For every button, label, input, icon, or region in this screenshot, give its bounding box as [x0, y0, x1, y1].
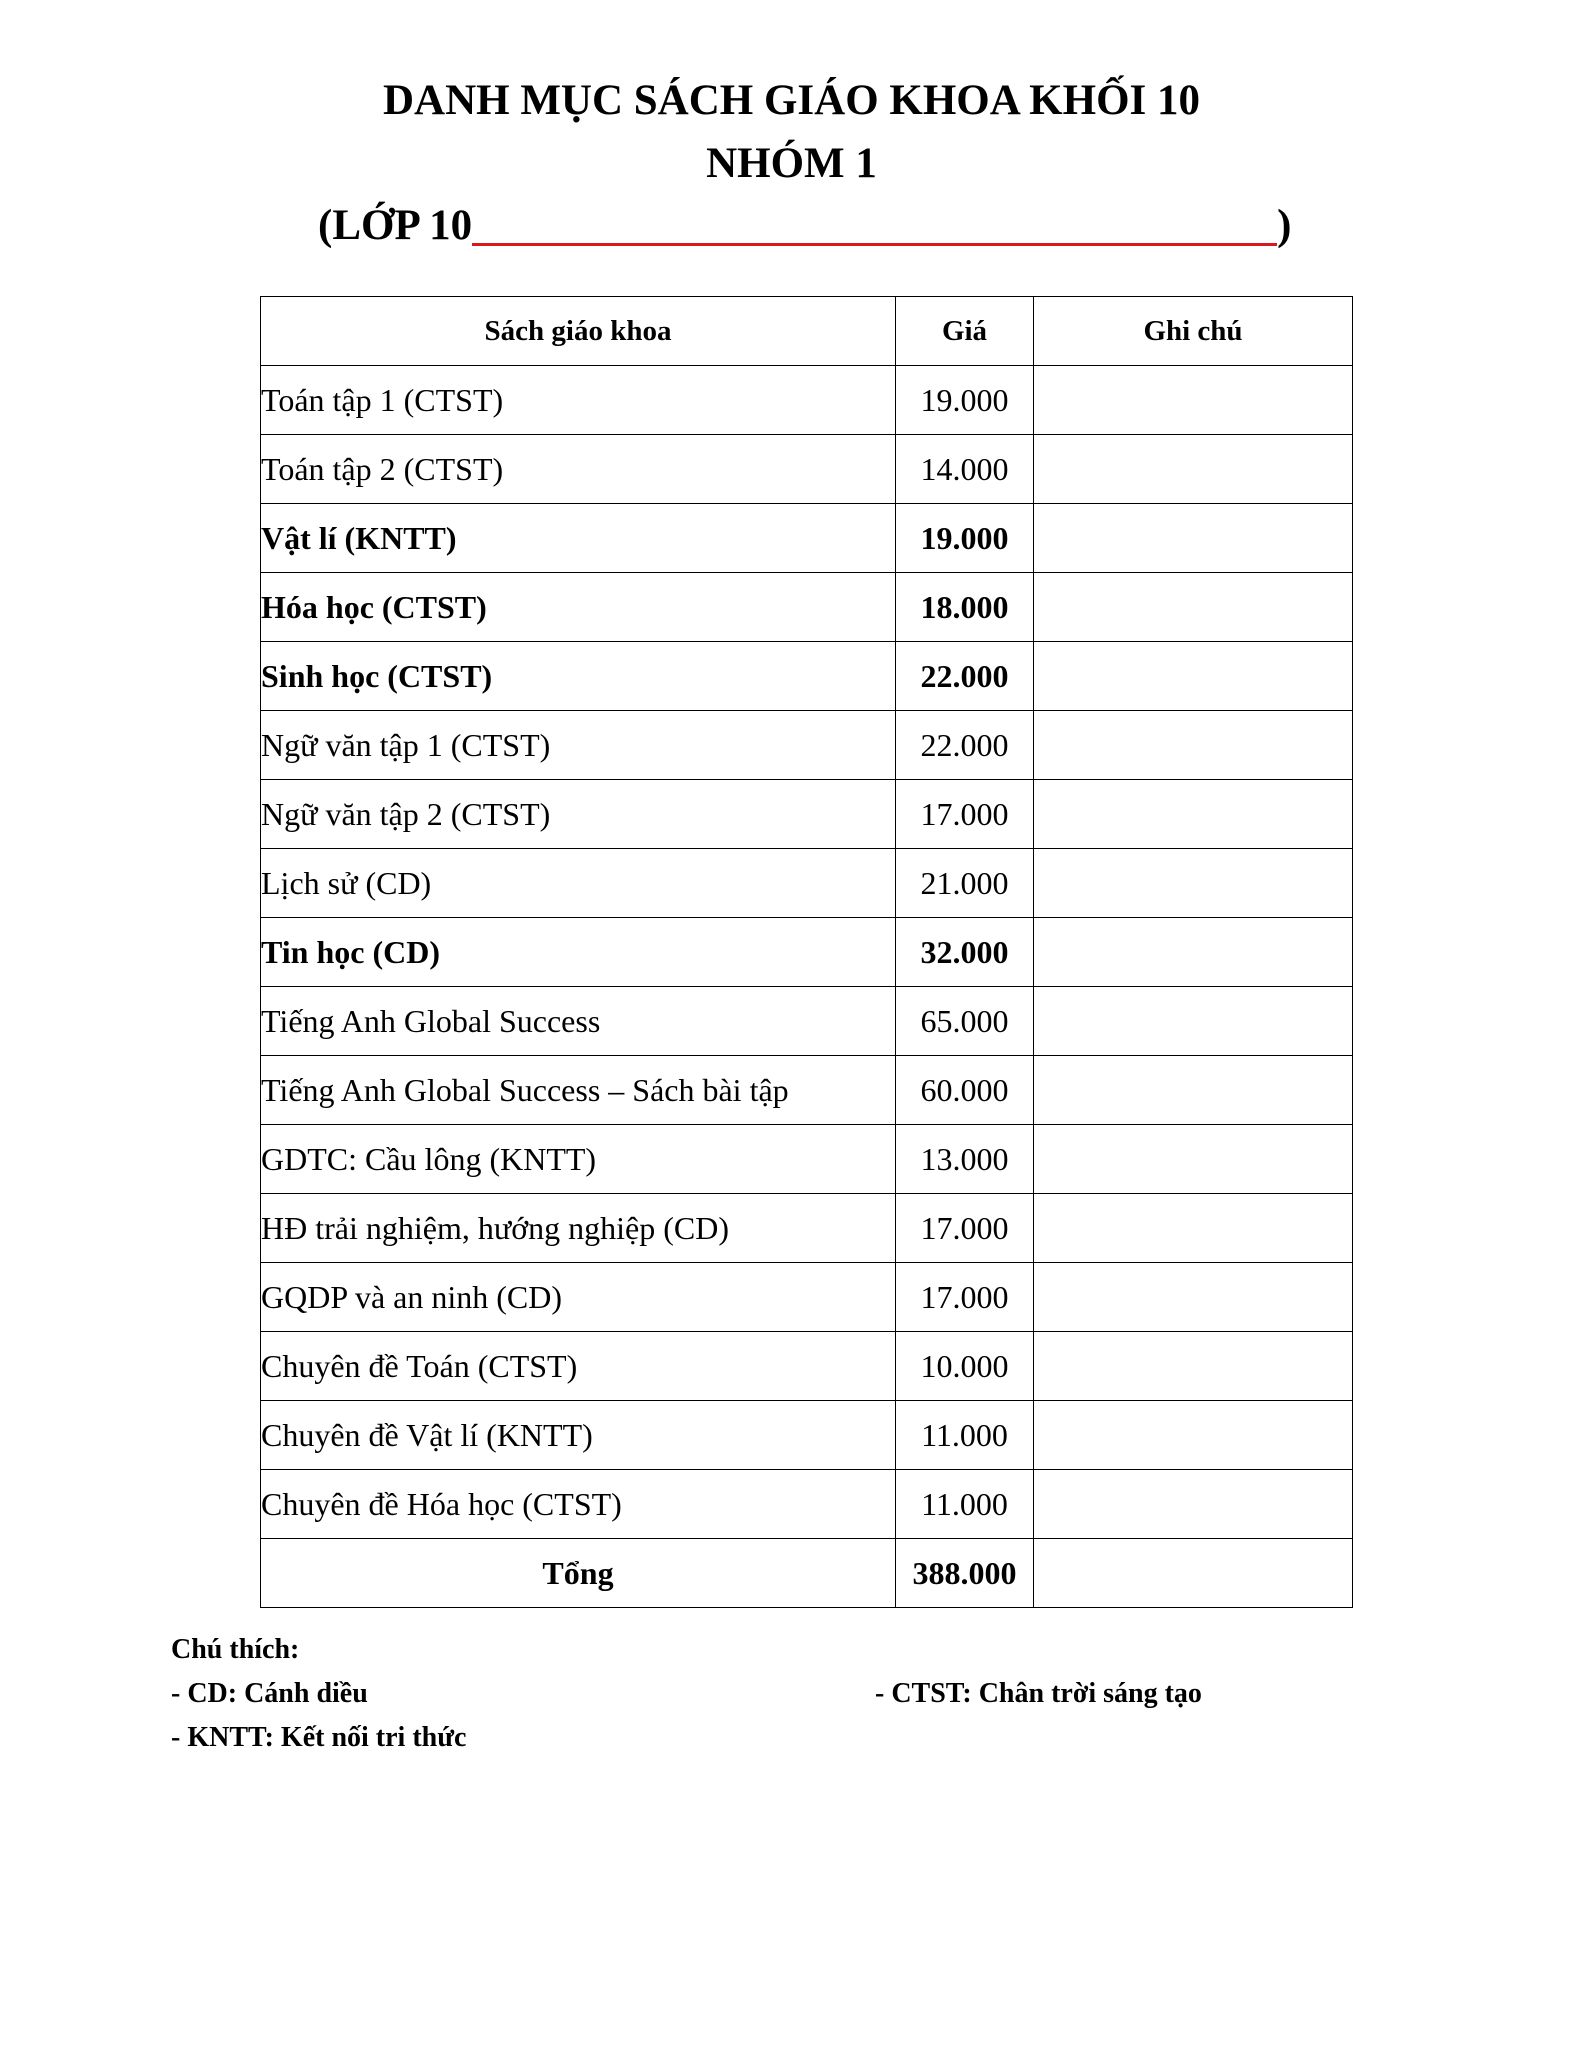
table-row [261, 1332, 1353, 1401]
total-note-cell [1034, 1539, 1353, 1608]
legend-kntt: - KNTT: Kết nối tri thức [171, 1722, 467, 1753]
price-cell: 22.000 [896, 711, 1034, 780]
table-row [261, 573, 1353, 642]
book-name-cell: HĐ trải nghiệm, hướng nghiệp (CD) [261, 1194, 896, 1263]
legend-ctst: - CTST: Chân trời sáng tạo [875, 1678, 1202, 1709]
legend-cd: - CD: Cánh diều [171, 1678, 368, 1709]
legend-title: Chú thích: [171, 1634, 300, 1665]
book-name-cell: Hóa học (CTST) [261, 573, 896, 642]
table-row [261, 711, 1353, 780]
column-header-book: Sách giáo khoa [261, 297, 896, 366]
table-row [261, 987, 1353, 1056]
total-label: Tổng [261, 1539, 896, 1608]
note-cell[interactable] [1034, 1332, 1353, 1401]
table-row [261, 1401, 1353, 1470]
note-cell[interactable] [1034, 366, 1353, 435]
book-name-cell: Sinh học (CTST) [261, 642, 896, 711]
book-name-cell: Toán tập 1 (CTST) [261, 366, 896, 435]
price-cell: 18.000 [896, 573, 1034, 642]
total-row [261, 1539, 1353, 1608]
table-row [261, 780, 1353, 849]
note-cell[interactable] [1034, 711, 1353, 780]
table-row [261, 642, 1353, 711]
table-header-row [261, 297, 1353, 366]
page-subtitle-group: NHÓM 1 [706, 140, 877, 187]
note-cell[interactable] [1034, 849, 1353, 918]
price-cell: 11.000 [896, 1401, 1034, 1470]
table-row [261, 504, 1353, 573]
column-header-price: Giá [896, 297, 1034, 366]
price-cell: 32.000 [896, 918, 1034, 987]
book-name-cell: Chuyên đề Hóa học (CTST) [261, 1470, 896, 1539]
table-body [261, 366, 1353, 1539]
price-cell: 17.000 [896, 780, 1034, 849]
price-cell: 17.000 [896, 1263, 1034, 1332]
table-row [261, 435, 1353, 504]
total-value: 388.000 [896, 1539, 1034, 1608]
note-cell[interactable] [1034, 504, 1353, 573]
table-row [261, 366, 1353, 435]
note-cell[interactable] [1034, 1125, 1353, 1194]
price-cell: 10.000 [896, 1332, 1034, 1401]
note-cell[interactable] [1034, 642, 1353, 711]
price-cell: 17.000 [896, 1194, 1034, 1263]
price-cell: 60.000 [896, 1056, 1034, 1125]
textbook-table [260, 296, 1353, 1608]
note-cell[interactable] [1034, 1401, 1353, 1470]
note-cell[interactable] [1034, 1470, 1353, 1539]
table-row [261, 1470, 1353, 1539]
book-name-cell: Chuyên đề Toán (CTST) [261, 1332, 896, 1401]
price-cell: 22.000 [896, 642, 1034, 711]
note-cell[interactable] [1034, 780, 1353, 849]
class-prefix: (LỚP 10 [318, 202, 473, 249]
book-name-cell: Toán tập 2 (CTST) [261, 435, 896, 504]
table-row [261, 1125, 1353, 1194]
price-cell: 21.000 [896, 849, 1034, 918]
note-cell[interactable] [1034, 1056, 1353, 1125]
table-row [261, 1056, 1353, 1125]
note-cell[interactable] [1034, 1263, 1353, 1332]
class-line [318, 199, 1291, 252]
book-name-cell: Lịch sử (CD) [261, 849, 896, 918]
class-suffix: ) [1277, 202, 1292, 249]
table-row [261, 849, 1353, 918]
book-name-cell: Vật lí (KNTT) [261, 504, 896, 573]
table-row [261, 1194, 1353, 1263]
page-title: DANH MỤC SÁCH GIÁO KHOA KHỐI 10 [382, 77, 1201, 124]
book-name-cell: Tiếng Anh Global Success – Sách bài tập [261, 1056, 896, 1125]
price-cell: 65.000 [896, 987, 1034, 1056]
note-cell[interactable] [1034, 573, 1353, 642]
column-header-note: Ghi chú [1034, 297, 1353, 366]
book-name-cell: Tin học (CD) [261, 918, 896, 987]
table-row [261, 1263, 1353, 1332]
price-cell: 13.000 [896, 1125, 1034, 1194]
book-name-cell: Ngữ văn tập 2 (CTST) [261, 780, 896, 849]
table-row [261, 918, 1353, 987]
book-name-cell: GQDP và an ninh (CD) [261, 1263, 896, 1332]
class-name-blank[interactable] [472, 199, 1277, 246]
note-cell[interactable] [1034, 1194, 1353, 1263]
price-cell: 19.000 [896, 366, 1034, 435]
note-cell[interactable] [1034, 435, 1353, 504]
price-cell: 14.000 [896, 435, 1034, 504]
book-name-cell: Chuyên đề Vật lí (KNTT) [261, 1401, 896, 1470]
price-cell: 11.000 [896, 1470, 1034, 1539]
note-cell[interactable] [1034, 987, 1353, 1056]
note-cell[interactable] [1034, 918, 1353, 987]
book-name-cell: GDTC: Cầu lông (KNTT) [261, 1125, 896, 1194]
book-name-cell: Tiếng Anh Global Success [261, 987, 896, 1056]
book-name-cell: Ngữ văn tập 1 (CTST) [261, 711, 896, 780]
price-cell: 19.000 [896, 504, 1034, 573]
